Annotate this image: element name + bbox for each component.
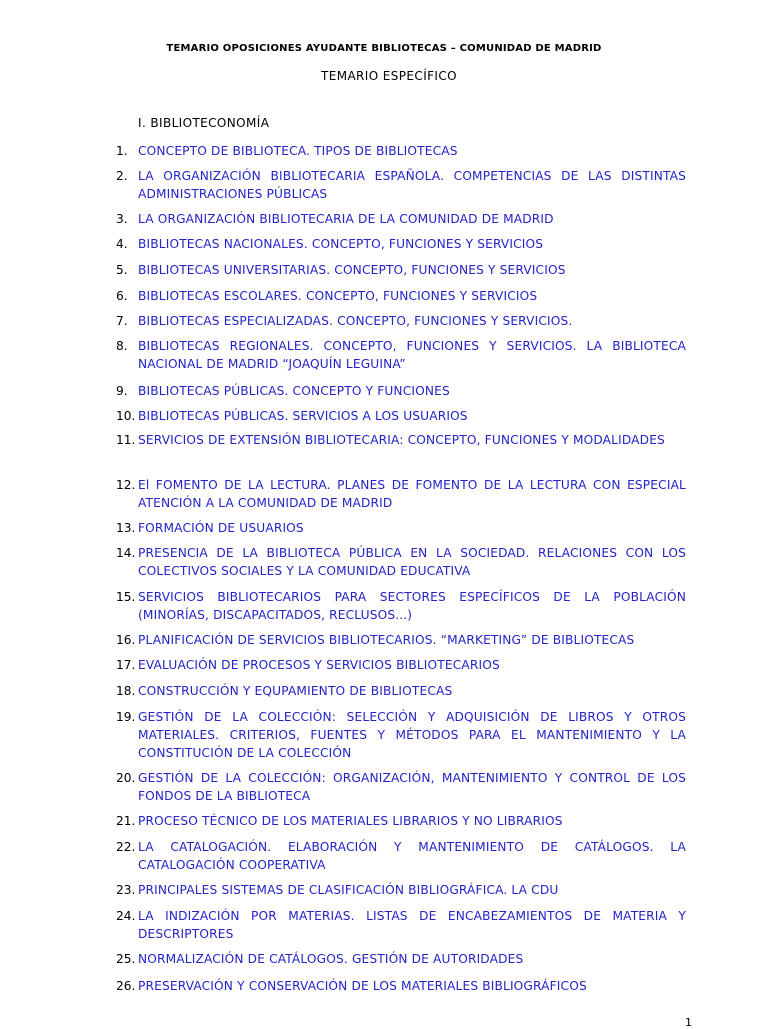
topic-link[interactable]: BIBLIOTECAS ESPECIALIZADAS. CONCEPTO, FUNCIONES Y SERVICIOS. [138,314,573,328]
topic-number: 1. [116,144,128,158]
topic-link[interactable]: PLANIFICACIÓN DE SERVICIOS BIBLIOTECARIOS. “MARKETING” DE BIBLIOTECAS [138,633,635,647]
topic-link[interactable]: SERVICIOS BIBLIOTECARIOS PARA SECTORES ESPECÍFICOS DE LA POBLACIÓN (MINORÍAS, DISCAPACITADOS, RECLUSOS...) [138,590,686,622]
topic-number: 26. [116,979,136,993]
topic-number: 19. [116,710,136,724]
topic-number: 11. [116,433,136,447]
topic-link[interactable]: EVALUACIÓN DE PROCESOS Y SERVICIOS BIBLIOTECARIOS [138,658,500,672]
topic-link[interactable]: BIBLIOTECAS NACIONALES. CONCEPTO, FUNCIONES Y SERVICIOS [138,237,544,251]
topic-number: 18. [116,684,136,698]
topic-number: 4. [116,237,128,251]
topic-link[interactable]: CONSTRUCCIÓN Y EQUPAMIENTO DE BIBLIOTECAS [138,684,453,698]
document-header: TEMARIO OPOSICIONES AYUDANTE BIBLIOTECAS – COMUNIDAD DE MADRID [166,43,602,54]
topic-number: 9. [116,384,128,398]
topic-link[interactable]: BIBLIOTECAS PÚBLICAS. CONCEPTO Y FUNCIONES [138,384,450,398]
topic-link[interactable]: FORMACIÓN DE USUARIOS [138,521,304,535]
topic-link[interactable]: LA ORGANIZACIÓN BIBLIOTECARIA ESPAÑOLA. COMPETENCIAS DE LAS DISTINTAS ADMINISTRACIONES PÚBLICAS [138,169,686,201]
topic-link[interactable]: LA INDIZACIÓN POR MATERIAS. LISTAS DE ENCABEZAMIENTOS DE MATERIA Y DESCRIPTORES [138,909,686,941]
topic-link[interactable]: BIBLIOTECAS PÚBLICAS. SERVICIOS A LOS USUARIOS [138,409,468,423]
topic-link[interactable]: LA CATALOGACIÓN. ELABORACIÓN Y MANTENIMIENTO DE CATÁLOGOS. LA CATALOGACIÓN COOPERATIVA [138,840,686,872]
topic-link[interactable]: PROCESO TÉCNICO DE LOS MATERIALES LIBRARIOS Y NO LIBRARIOS [138,814,563,828]
topic-number: 13. [116,521,136,535]
topic-link[interactable]: NORMALIZACIÓN DE CATÁLOGOS. GESTIÓN DE AUTORIDADES [138,952,524,966]
topic-number: 12. [116,478,136,492]
topic-link[interactable]: LA ORGANIZACIÓN BIBLIOTECARIA DE LA COMUNIDAD DE MADRID [138,212,554,226]
topic-number: 15. [116,590,136,604]
page-number: 1 [685,1016,692,1029]
document-subtitle: TEMARIO ESPECÍFICO [320,69,457,83]
topic-link[interactable]: GESTIÓN DE LA COLECCIÓN: ORGANIZACIÓN, MANTENIMIENTO Y CONTROL DE LOS FONDOS DE LA BIBLIOTECA [138,771,686,803]
topic-link[interactable]: PRESERVACIÓN Y CONSERVACIÓN DE LOS MATERIALES BIBLIOGRÁFICOS [138,979,587,993]
topic-link[interactable]: BIBLIOTECAS REGIONALES. CONCEPTO, FUNCIONES Y SERVICIOS. LA BIBLIOTECA NACIONAL DE MADRID “JOAQUÍN LEGUINA” [138,339,686,371]
topic-number: 21. [116,814,136,828]
topic-number: 16. [116,633,136,647]
topic-number: 3. [116,212,128,226]
topic-number: 10. [116,409,136,423]
topic-number: 17. [116,658,136,672]
topic-number: 25. [116,952,136,966]
topic-number: 2. [116,169,128,183]
topic-number: 6. [116,289,128,303]
topic-number: 7. [116,314,128,328]
topic-number: 5. [116,263,128,277]
topic-link[interactable]: PRESENCIA DE LA BIBLIOTECA PÚBLICA EN LA SOCIEDAD. RELACIONES CON LOS COLECTIVOS SOCIALES Y LA COMUNIDAD EDUCATIVA [138,546,686,578]
topic-link[interactable]: PRINCIPALES SISTEMAS DE CLASIFICACIÓN BIBLIOGRÁFICA. LA CDU [138,883,559,897]
topic-number: 14. [116,546,136,560]
topic-link[interactable]: BIBLIOTECAS ESCOLARES. CONCEPTO, FUNCIONES Y SERVICIOS [138,289,538,303]
topic-number: 8. [116,339,128,353]
topic-number: 24. [116,909,136,923]
topic-link[interactable]: El FOMENTO DE LA LECTURA. PLANES DE FOMENTO DE LA LECTURA CON ESPECIAL ATENCIÓN A LA COMUNIDAD DE MADRID [138,478,686,510]
topic-link[interactable]: GESTIÓN DE LA COLECCIÓN: SELECCIÓN Y ADQUISICIÓN DE LIBROS Y OTROS MATERIALES. CRITERIOS, FUENTES Y MÉTODOS PARA EL MANTENIMIENTO Y LA CONSTITUCIÓN DE LA COLECCIÓN [138,710,686,760]
topic-link[interactable]: BIBLIOTECAS UNIVERSITARIAS. CONCEPTO, FUNCIONES Y SERVICIOS [138,263,566,277]
topic-number: 22. [116,840,136,854]
section-heading: I. BIBLIOTECONOMÍA [138,116,270,130]
topic-number: 20. [116,771,136,785]
topic-number: 23. [116,883,136,897]
topic-link[interactable]: SERVICIOS DE EXTENSIÓN BIBLIOTECARIA: CONCEPTO, FUNCIONES Y MODALIDADES [138,433,665,447]
topic-link[interactable]: CONCEPTO DE BIBLIOTECA. TIPOS DE BIBLIOTECAS [138,144,458,158]
